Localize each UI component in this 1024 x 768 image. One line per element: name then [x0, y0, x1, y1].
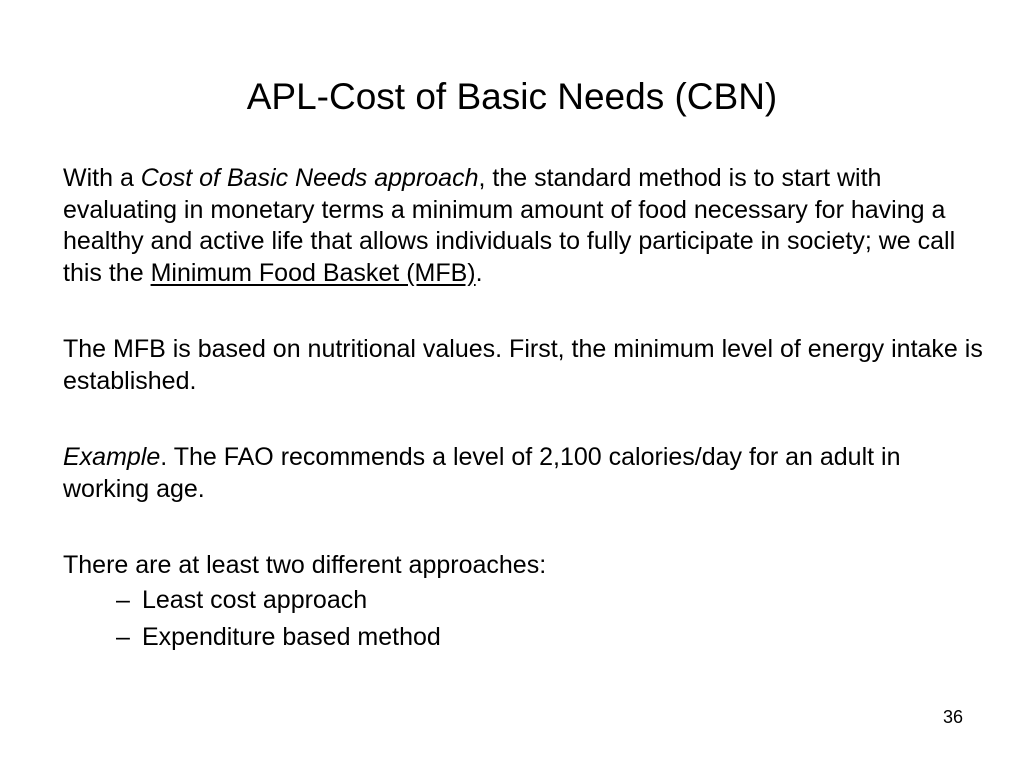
p1-text-3: . [475, 258, 483, 287]
p3-text: . The FAO recommends a level of 2,100 calories/day for an adult in working age. [63, 443, 901, 503]
p1-text-2: , the standard method is to start with evaluating in monetary terms a minimum amount of food necessary for having a healthy and active life that allows individuals to fully participate in society; we call this the [63, 164, 956, 287]
p1-italic-term: Cost of Basic Needs approach [140, 164, 479, 192]
slide-title: APL-Cost of Basic Needs (CBN) [246, 76, 778, 117]
p3-italic-example: Example [63, 443, 161, 471]
paragraph-approaches: There are at least two different approaches: [63, 551, 547, 579]
page-number: 36 [942, 707, 963, 727]
sub-bullet-least-cost [116, 582, 993, 619]
sub-bullet-text: Least cost approach [142, 585, 368, 614]
paragraph-cbn-approach [63, 163, 993, 289]
dash-bullet: – [116, 585, 130, 614]
sub-bullet-expenditure [116, 619, 993, 656]
dash-bullet: – [116, 622, 130, 651]
slide-body [63, 163, 993, 656]
paragraph-mfb-nutrition: The MFB is based on nutritional values. First, the minimum level of energy intake is established. [63, 335, 983, 395]
p1-underlined-term: Minimum Food Basket (MFB) [150, 258, 476, 287]
p1-text-1: With a [63, 164, 141, 192]
paragraph-example [63, 442, 993, 505]
sub-bullet-text: Expenditure based method [142, 622, 441, 651]
